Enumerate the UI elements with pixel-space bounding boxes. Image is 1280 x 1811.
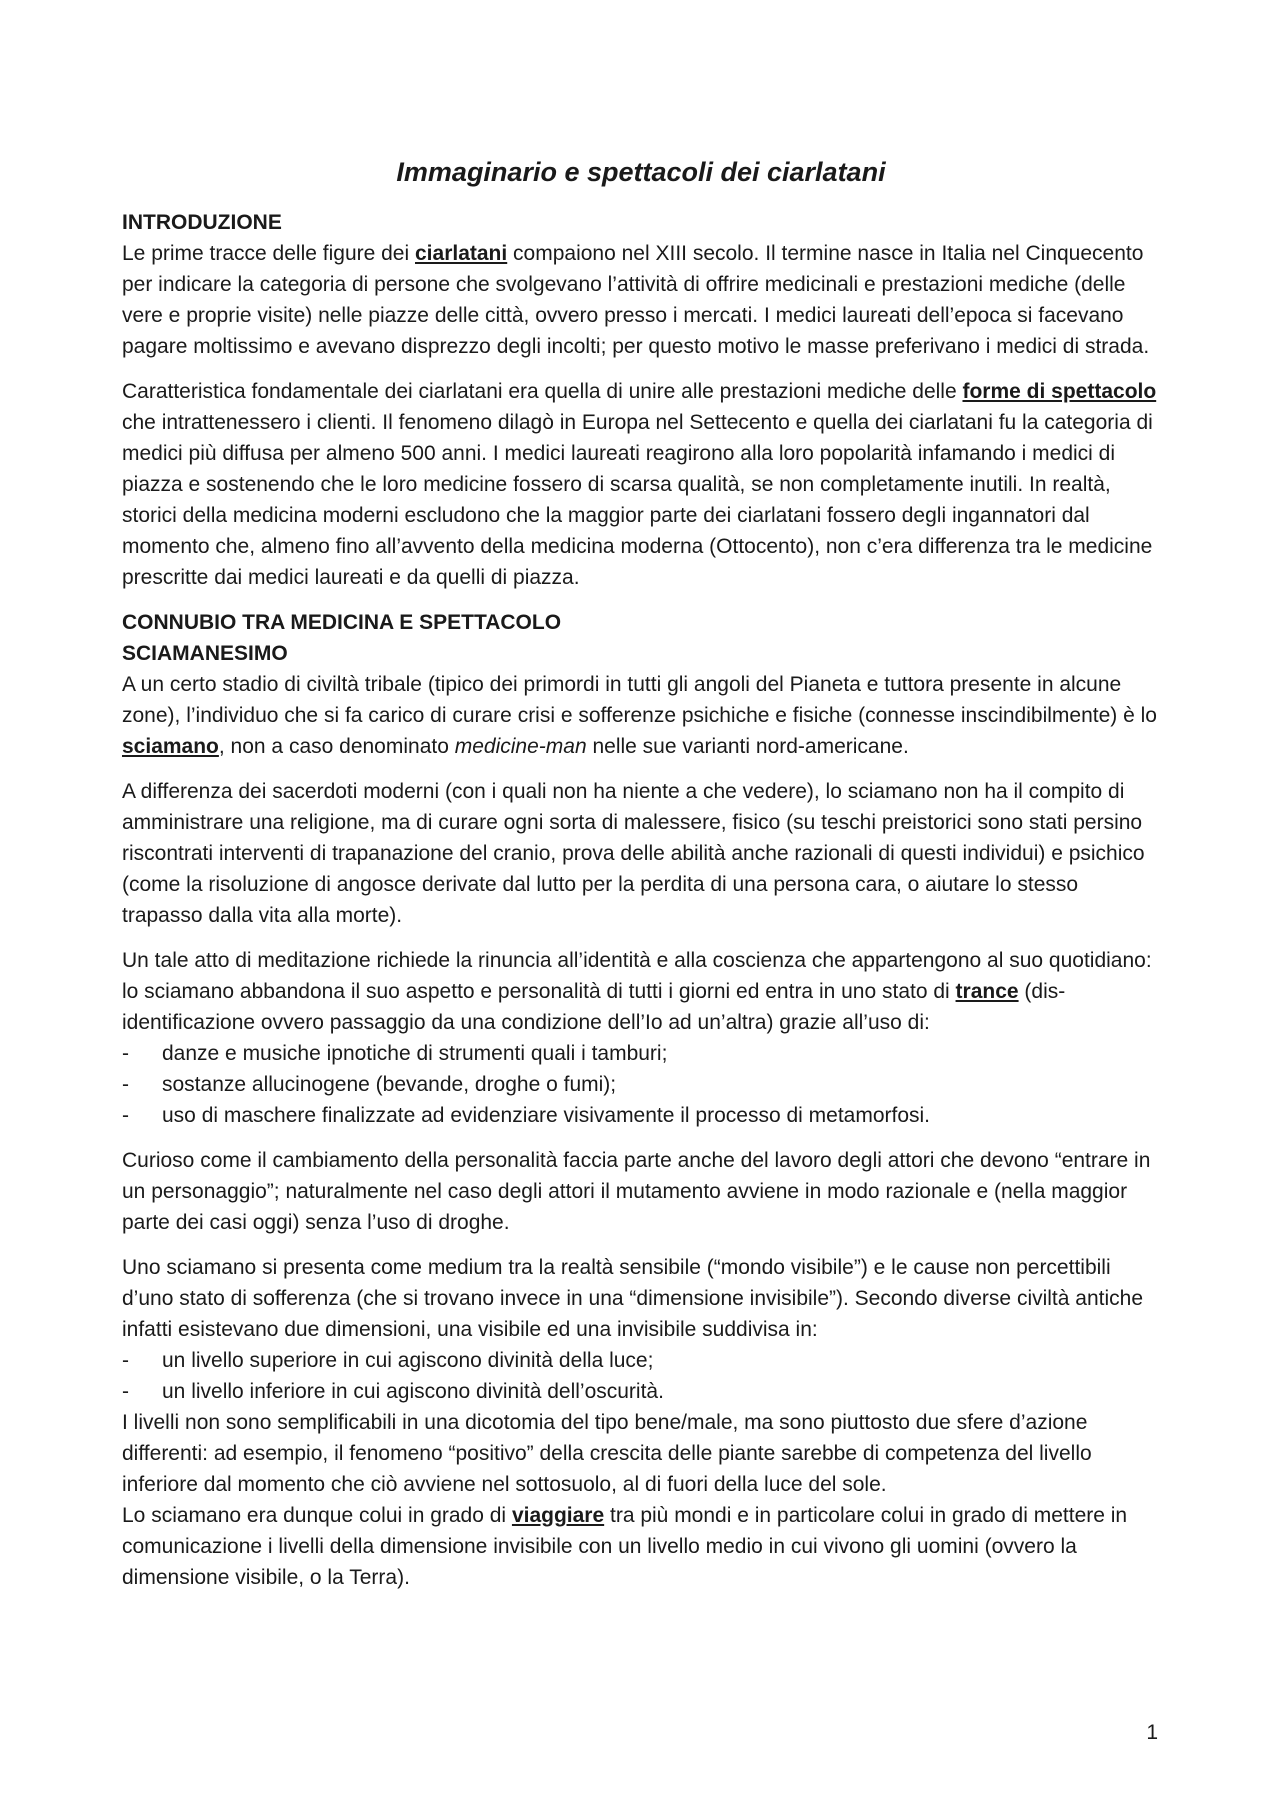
list-item: - danze e musiche ipnotiche di strumenti quali i tamburi; <box>122 1038 1160 1069</box>
paragraph-sciamano-2: A differenza dei sacerdoti moderni (con i quali non ha niente a che vedere), lo sciamano non ha il compito di amministrare una religione, ma di curare ogni sorta di malessere, fisico (su teschi preistorici sono stati persino riscontrati interventi di trapanazione del cranio, prova delle abilità anche razionali di questi individui) e psichico (come la risoluzione di angosce derivate dal lutto per la perdita di una persona cara, o aiutare lo stesso trapasso dalla vita alla morte). <box>122 780 1145 927</box>
paragraph-sciamano-1: A un certo stadio di civiltà tribale (tipico dei primordi in tutti gli angoli del Pianeta e tuttora presente in alcune zone), l’individuo che si fa carico di curare crisi e sofferenze psichiche e fisiche (connesse inscindibilmente) è lo sciamano, non a caso denominato medicine-man nelle sue varianti nord-americane. <box>122 673 1157 758</box>
list-item: - uso di maschere finalizzate ad evidenziare visivamente il processo di metamorfosi. <box>122 1100 1160 1131</box>
page-number: 1 <box>1146 1721 1158 1744</box>
paragraph-medium: Uno sciamano si presenta come medium tra la realtà sensibile (“mondo visibile”) e le cause non percettibili d’uno stato di sofferenza (che si trovano invece in una “dimensione invisibile”). Secondo diverse civiltà antiche infatti esistevano due dimensioni, una visibile ed una invisibile suddivisa in: <box>122 1256 1144 1341</box>
paragraph-intro-1: Le prime tracce delle figure dei ciarlatani compaiono nel XIII secolo. Il termine nasce in Italia nel Cinquecento per indicare la categoria di persone che svolgevano l’attività di offrire medicinali e prestazioni mediche (delle vere e proprie visite) nelle piazze delle città, ovvero presso i mercati. I medici laureati dell’epoca si facevano pagare moltissimo e avevano disprezzo degli incolti; per questo motivo le masse preferivano i medici di strada. <box>122 242 1150 358</box>
section-heading-connubio: CONNUBIO TRA MEDICINA E SPETTACOLO <box>122 611 562 634</box>
term-medicine-man: medicine-man <box>454 735 587 758</box>
trance-means-list <box>122 1038 1160 1131</box>
paragraph-livelli: I livelli non sono semplificabili in una dicotomia del tipo bene/male, ma sono piuttosto due sfere d’azione differenti: ad esempio, il fenomeno “positivo” della crescita delle piante sarebbe di competenza del livello inferiore dal momento che ciò avviene nel sottosuolo, al di fuori della luce del sole. <box>122 1411 1092 1496</box>
paragraph-attori: Curioso come il cambiamento della personalità faccia parte anche del lavoro degli attori che devono “entrare in un personaggio”; naturalmente nel caso degli attori il mutamento avviene in modo razionale e (nella maggior parte dei casi oggi) senza l’uso di droghe. <box>122 1149 1151 1234</box>
section-heading-introduzione: INTRODUZIONE <box>122 211 282 234</box>
list-item: - un livello inferiore in cui agiscono divinità dell’oscurità. <box>122 1376 1160 1407</box>
keyword-trance: trance <box>955 980 1019 1003</box>
list-item: - sostanze allucinogene (bevande, droghe o fumi); <box>122 1069 1160 1100</box>
paragraph-intro-2: Caratteristica fondamentale dei ciarlatani era quella di unire alle prestazioni mediche delle forme di spettacolo che intrattenessero i clienti. Il fenomeno dilagò in Europa nel Settecento e quella dei ciarlatani fu la categoria di medici più diffusa per almeno 500 anni. I medici laureati reagirono alla loro popolarità infamando i medici di piazza e sostenendo che le loro medicine fossero di scarsa qualità, se non completamente inutili. In realtà, storici della medicina moderni escludono che la maggior parte dei ciarlatani fossero degli ingannatori dal momento che, almeno fino all’avvento della medicina moderna (Ottocento), non c’era differenza tra le medicine prescritte dai medici laureati e da quelli di piazza. <box>122 380 1157 589</box>
keyword-forme-di-spettacolo: forme di spettacolo <box>962 380 1157 403</box>
document-title: Immaginario e spettacoli dei ciarlatani <box>396 157 886 187</box>
section-heading-sciamanesimo: SCIAMANESIMO <box>122 642 288 665</box>
keyword-sciamano: sciamano <box>122 735 219 758</box>
list-item: - un livello superiore in cui agiscono divinità della luce; <box>122 1345 1160 1376</box>
keyword-ciarlatani: ciarlatani <box>415 242 508 265</box>
paragraph-viaggiare: Lo sciamano era dunque colui in grado di viaggiare tra più mondi e in particolare colui in grado di mettere in comunicazione i livelli della dimensione invisibile con un livello medio in cui vivono gli uomini (ovvero la dimensione visibile, o la Terra). <box>122 1504 1128 1589</box>
levels-list <box>122 1345 1160 1407</box>
keyword-viaggiare: viaggiare <box>511 1504 605 1527</box>
paragraph-trance: Un tale atto di meditazione richiede la rinuncia all’identità e alla coscienza che appartengono al suo quotidiano: lo sciamano abbandona il suo aspetto e personalità di tutti i giorni ed entra in uno stato di trance (dis-identificazione ovvero passaggio da una condizione dell’Io ad un’altra) grazie all’uso di: <box>122 949 1152 1034</box>
